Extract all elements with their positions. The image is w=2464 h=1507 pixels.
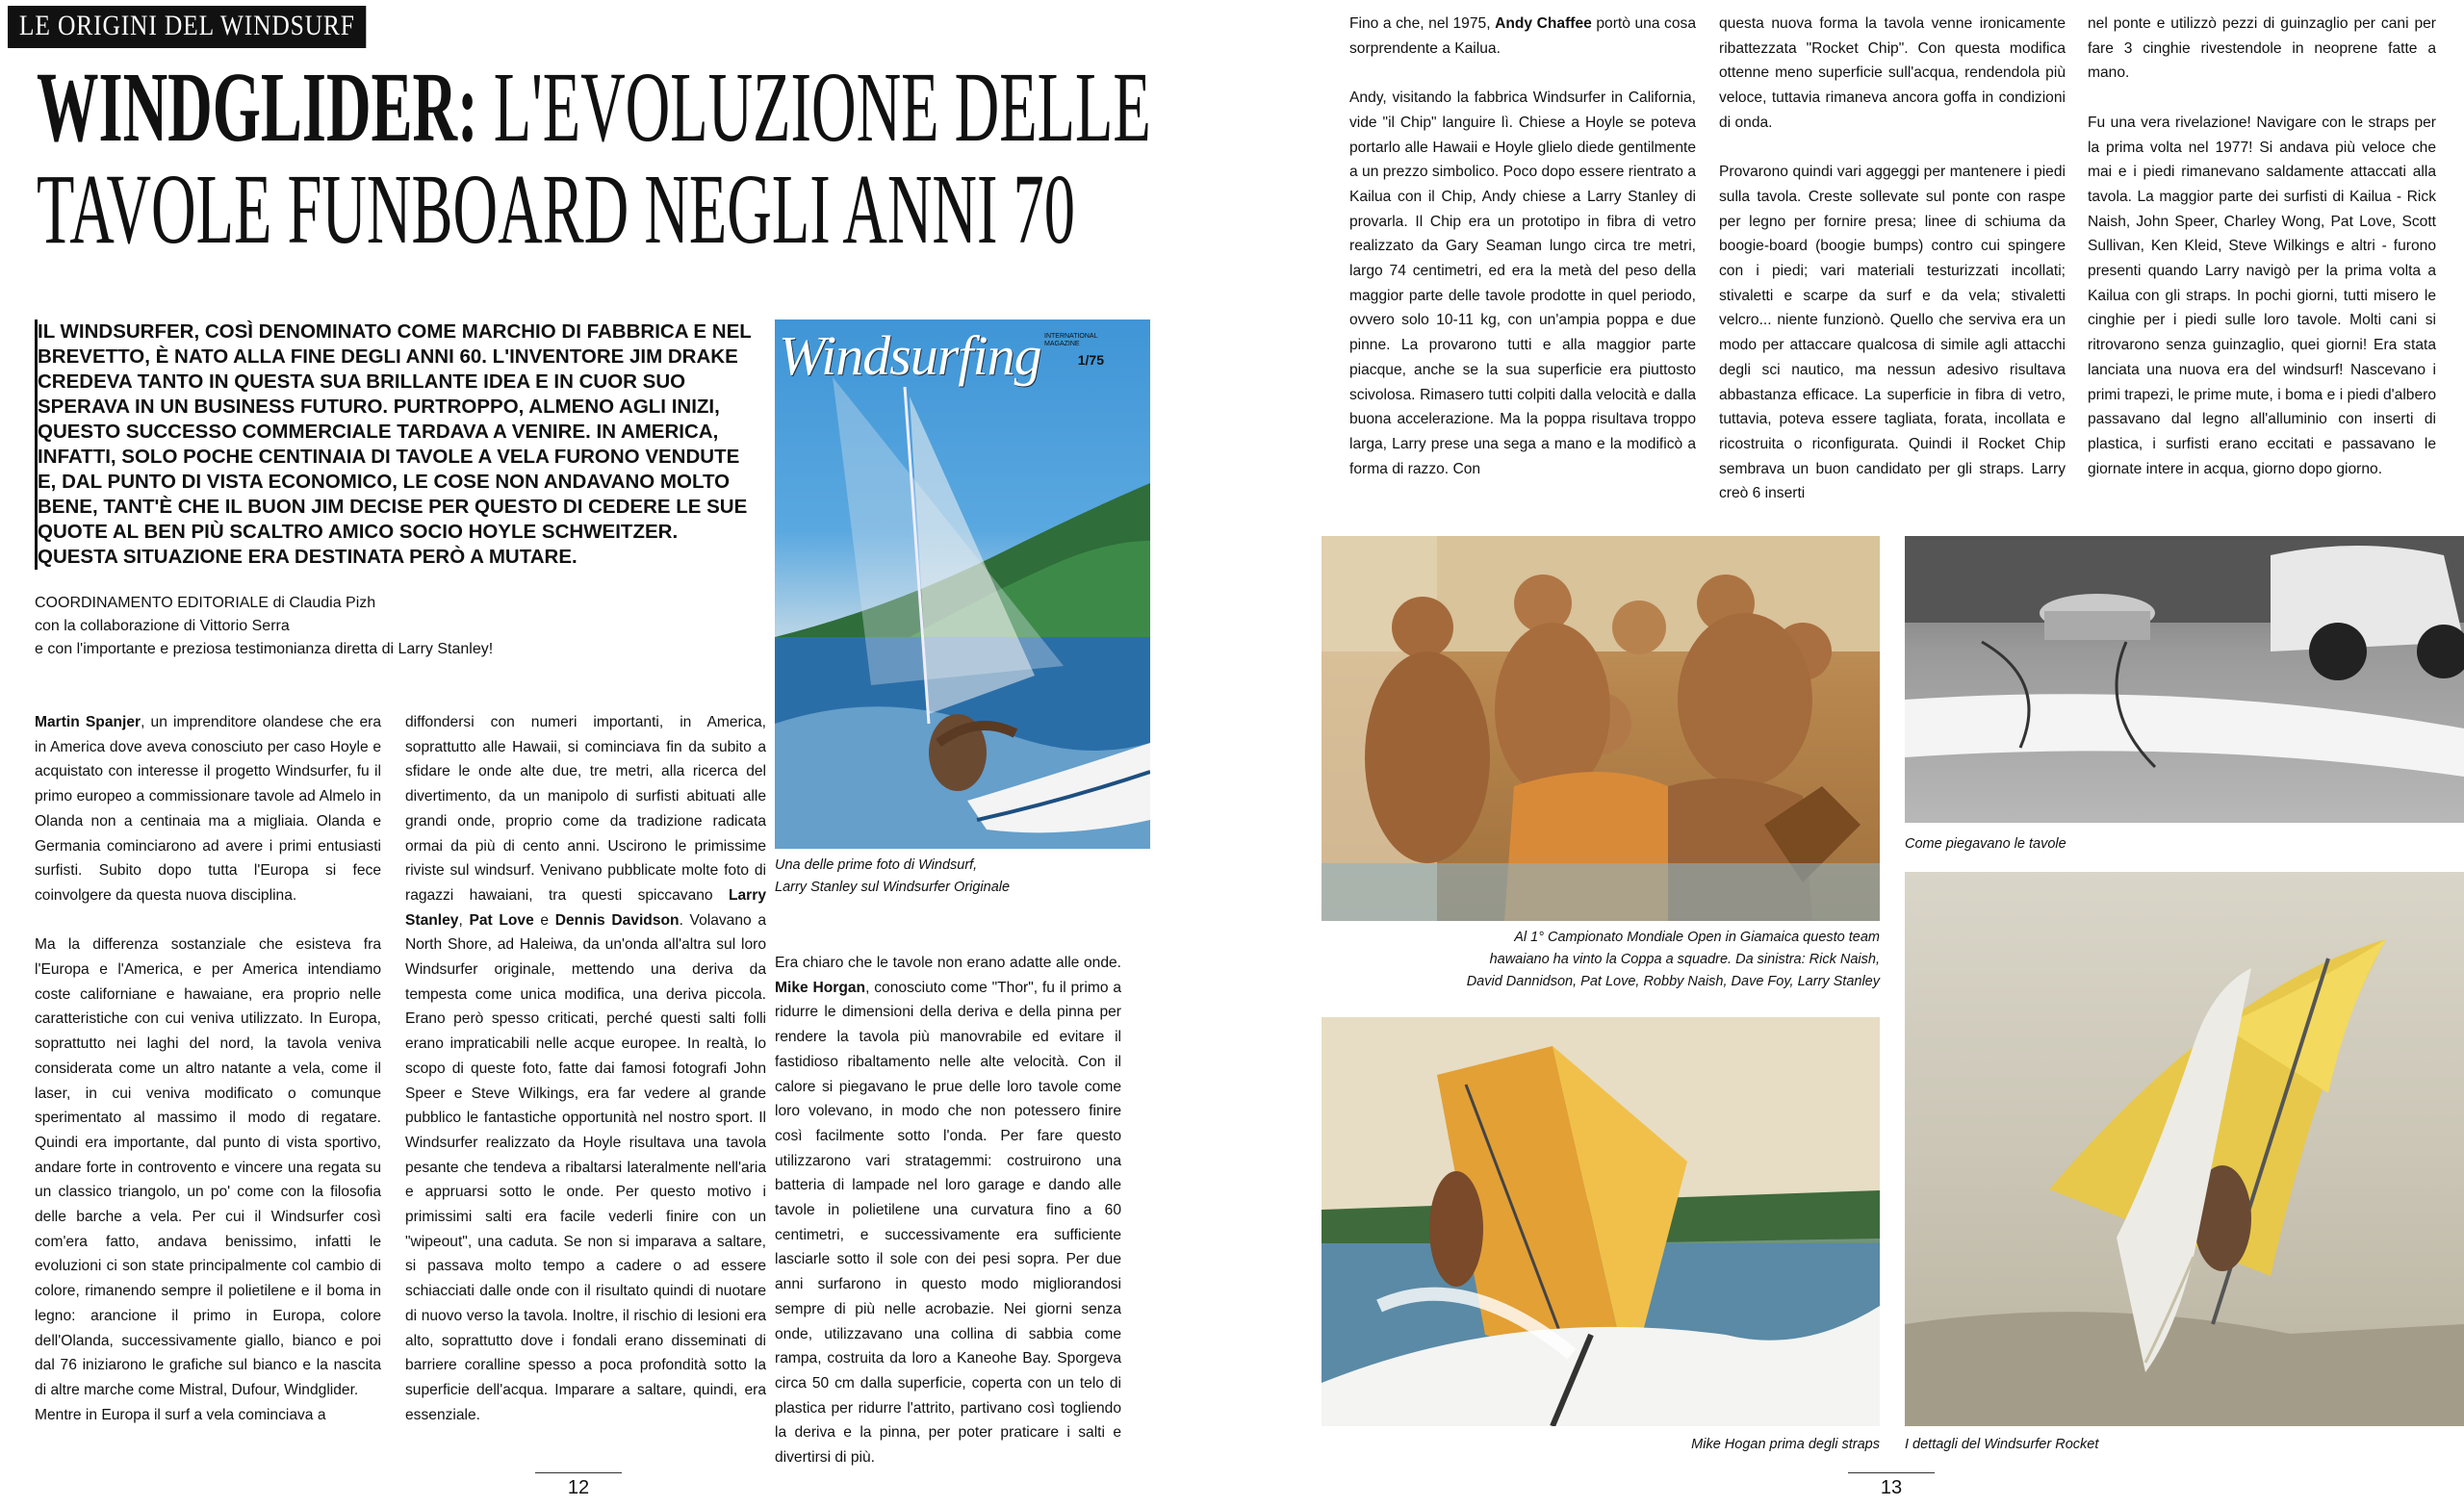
magazine-title: Windsurfing — [779, 324, 1041, 387]
credit-line-1: COORDINAMENTO EDITORIALE di Claudia Pizh — [35, 595, 376, 611]
page-number-left: 12 — [567, 1477, 590, 1498]
title-line-2: TAVOLE FUNBOARD NEGLI ANNI 70 — [37, 154, 1076, 265]
magazine-issue-label: INTERNATIONAL MAGAZINE — [1044, 333, 1098, 347]
section-tag: LE ORIGINI DEL WINDSURF — [8, 6, 367, 48]
lead-name-hoyle: HOYLE SCHWEITZER — [468, 521, 673, 543]
boards-photo — [1905, 536, 2464, 823]
column-1: Martin Spanjer, un imprenditore olandese che era in America dove aveva conosciuto per caso Hoyle e acquistato con interesse il progetto Windsurfer, fu il primo europeo a commissionare tavole ad Almelo in Olanda non a centinaia ma a migliaia. Olanda e Germania cominciarono ad avere i primi entusiasti surfisti. Subito dopo tutta l'Europa si fece coinvolgere da questa nuova disciplina. Ma la differenza sostanziale che esisteva fra l'Europa e l'America, e per America intendiamo coste californiane e hawaiane, era proprio nelle caratteristiche con cui veniva utilizzato. In Europa, soprattutto nei laghi del nord, la tavola veniva considerata come un altro natante a vela, come il laser, in cui veniva modificato o comunque sperimentato al massimo il modo di regatare. Quindi era importante, dal punto di vista sportivo, andare forte in controvento e vincere una regata su un classico triangolo, un po' come con la filosofia delle barche a vela. Per cui il Windsurfer così com'era fatto, andava benissimo, infatti le evoluzioni ci son state principalmente col cambio di colore, rimanendo sempre il polietilene e il boma in legno: arancione il primo in Europa, colore dell'Olanda, successivamente giallo, bianco e poi dal 76 iniziarono le grafiche sul bianco e la nascita di altre marche come Mistral, Dufour, Windglider. Mentre in Europa il surf a vela cominciava a — [35, 714, 381, 1423]
team-photo — [1322, 536, 1880, 921]
column-6: nel ponte e utilizzò pezzi di guinzaglio per cani per fare 3 cinghie rivestendole in neoprene fatte a mano. Fu una vera rivelazione! Navigare con le straps per la prima volta nel 1977! Si andava più veloce che mai e i piedi rimanevano saldamente attaccati alla tavola. La maggior parte dei surfisti di Kailua - Rick Naish, John Speer, Charley Wong, Pat Love, Scott Sullivan, Ken Kleid, Steve Wilkings e altri - furono presenti quando Larry navigò per la prima volta a Kailua con gli straps. In pochi giorni, tutti misero le cinghie per i piedi sulle loro tavole. Molti cani si ritrovarono senza guinzaglio, quei giorni! Era stata lanciata una nuova era del windsurf! Nascevano i primi trapezi, le prime mute, i boma e i piedi d'albero passavano dal legno all'alluminio con inserti di plastica, i surfisti erano eccitati e passavano le giornate intere in acqua, giorno dopo giorno. — [2088, 15, 2436, 477]
column-5: questa nuova forma la tavola venne ironicamente ribattezzata "Rocket Chip". Con questa modifica ottenne meno superficie sull'acqua, rendendola più veloce, tuttavia rimaneva ancora goffa in condizioni di onda. Provarono quindi vari aggeggi per mantenere i piedi sulla tavola. Creste sollevate sul ponte con raspe per legno per fornire presa; linee di schiuma da boogie-board (boogie bumps) contro cui spingere con i piedi; vari materiali testurizzati incollati; stivaletti e scarpe da surf e da vela; stivaletti velcro... niente funzionò. Quello che serviva era un modo per attaccare qualcosa di simile agli attacchi degli sci nautico, ma nessun adesivo risultava abbastanza efficace. La superficie in fibra di vetro, tuttavia, poteva essere tagliata, forata, incollata e ricostruita o riconfigurata. Quindi il Rocket Chip sembrava un buon candidato per gli straps. Larry creò 6 inserti — [1719, 15, 2066, 502]
credit-line-2: con la collaborazione di Vittorio Serra — [35, 618, 290, 634]
column-2: diffondersi con numeri importanti, in America, soprattutto alle Hawaii, si cominciava fin da subito a sfidare le onde alte due, tre metri, alla ricerca del divertimento, da un manipolo di surfisti abituati alle grandi onde, proprio come da tradizione radicata ormai da più di cento anni. Uscirono le primissime riviste sul windsurf. Venivano pubblicate molte foto di ragazzi hawaiani, tra questi spiccavano Larry Stanley, Pat Love e Dennis Davidson. Volavano a North Shore, ad Haleiwa, da un'onda all'altra sul loro Windsurfer originale, mettendo una deriva da tempesta come unica modifica, una deriva piccola. Erano però spesso criticati, perché questi salti folli erano impraticabili nelle acque europee. In realtà, lo scopo di queste foto, fatte dai famosi fotografi John Speer e Steve Wilkings, era far vedere al grande pubblico le fantastiche opportunità nel nostro sport. Il Windsurfer realizzato da Hoyle risultava una tavola pesante che tendeva a ribaltarsi lateralmente nell'aria e appruarsi sotto le onde. Per questo motivo i primissimi salti era facile vederli finire con un "wipeout", una caduta. Se non si imparava a saltare, si passava molto tempo a cadere o ad essere schiacciati dalle onde con il risultato quindi di nuotare di nuovo verso la tavola. Inoltre, il rischio di lesioni era alto, soprattutto dove i fondali erano disseminati di barriere coralline spesso a poca profondità sotto la superficie dell'acqua. Imparare a saltare, quindi, era essenziale. — [405, 714, 767, 1423]
hogan-photo — [1322, 1017, 1880, 1426]
name-martin-spanjer: Martin Spanjer — [35, 714, 141, 730]
credit-line-3: e con l'importante e preziosa testimonianza diretta di Larry Stanley! — [35, 641, 494, 657]
magazine-cover-image — [775, 319, 1150, 849]
page-number-rule-left — [535, 1472, 622, 1473]
page-number-rule-right — [1848, 1472, 1935, 1473]
column-3: Era chiaro che le tavole non erano adatte alle onde. Mike Horgan, conosciuto come "Thor", fu il primo a ridurre le dimensioni della deriva e della pinna per rendere la tavola più manovrabile ed evitare il fastidioso ribaltamento nelle alte velocità. Con il calore si piegavano le prue delle loro tavole come loro volevano, in modo che non potessero finire così facilmente sotto l'onda. Per fare questo utilizzarono vari stratagemmi: costruirono una batteria di lampade nel loro garage e dando alle tavole in polietilene una curvatura fino a 60 centimetri, e successivamente era sufficiente lasciarle sotto il sole con dei pesi sopra. Per due anni surfarono in questo modo migliorandosi sempre di più nelle acrobazie. Nei giorni senza onde, utilizzavano una collina di sabbia come rampa, costruita da loro a Kaneohe Bay. Sporgeva circa 50 cm dalla superficie, coperta con un telo di plastica per ridurre l'attrito, partivano così togliendo la deriva e la pinna, per poter praticare i salti e divertirsi di più. — [775, 955, 1122, 1467]
column-4: Fino a che, nel 1975, Andy Chaffee portò una cosa sorprendente a Kailua. Andy, visitando la fabbrica Windsurfer in California, vide "il Chip" languire lì. Chiese a Hoyle se poteva portarlo alle Hawaii e Hoyle glielo diede gentilmente a un prezzo simbolico. Poco dopo essere rientrato a Kailua con il Chip, Andy chiese a Larry Stanley di provarla. Il Chip era un prototipo in fibra di vetro realizzato da Gary Seaman lungo circa tre metri, largo 74 centimetri, ed era la metà del peso della maggior parte delle tavole prodotte in quel periodo, ovvero solo 10-11 kg, con un'ampia poppa e due pinne. La provarono tutti e alla maggior parte piacque, anche se la sua superficie era piuttosto scivolosa. Rimasero tutti colpiti dalla velocità e dalla buona accelerazione. Ma la poppa risultava troppo larga, Larry prese una sega a mano e la modificò a forma di razzo. Con — [1349, 15, 1696, 477]
magazine-issue: 1/75 — [1077, 352, 1104, 368]
lead-name-jim-drake: JIM DRAKE — [629, 345, 738, 368]
page-title — [37, 52, 1151, 265]
lead-paragraph: IL WINDSURFER, COSÌ DENOMINATO COME MARCHIO DI FABBRICA E NEL BREVETTO, È NATO ALLA FINE DEGLI ANNI 60. L'INVENTORE JIM DRAKE CREDEVA TANTO IN QUESTA SUA BRILLANTE IDEA E IN CUOR SUO SPERAVA IN UN BUSINESS FUTURO. PURTROPPO, ALMENO AGLI INIZI, QUESTO SUCCESSO COMMERCIALE TARDAVA A VENIRE. IN AMERICA, INFATTI, SOLO POCHE CENTINAIA DI TAVOLE A VELA FURONO VENDUTE E, DAL PUNTO DI VISTA ECONOMICO, LE COSE NON ANDAVANO MOLTO BENE, TANT'È CHE IL BUON JIM DECISE PER QUESTO DI CEDERE LE SUE QUOTE AL BEN PIÙ SCALTRO AMICO SOCIO HOYLE SCHWEITZER. QUESTA SITUAZIONE ERA DESTINATA PERÒ A MUTARE. — [35, 319, 759, 570]
rocket-photo — [1905, 872, 2464, 1426]
caption-boards: Come piegavano le tavole — [1905, 836, 2066, 852]
caption-cover: Una delle prime foto di Windsurf, Larry Stanley sul Windsurfer Originale — [775, 857, 1011, 895]
page-number-right: 13 — [1880, 1477, 1903, 1498]
caption-rocket: I dettagli del Windsurfer Rocket — [1905, 1437, 2099, 1452]
caption-team: Al 1° Campionato Mondiale Open in Giamaica questo team hawaiano ha vinto la Coppa a squadre. Da sinistra: Rick Naish, David Dannidson, Pat Love, Robby Naish, Dave Foy, Larry Stanley — [1466, 930, 1880, 989]
title-line-1: WINDGLIDER: L'EVOLUZIONE DELLE — [37, 52, 1151, 163]
credits — [35, 592, 766, 661]
caption-hogan: Mike Hogan prima degli straps — [1691, 1437, 1880, 1452]
